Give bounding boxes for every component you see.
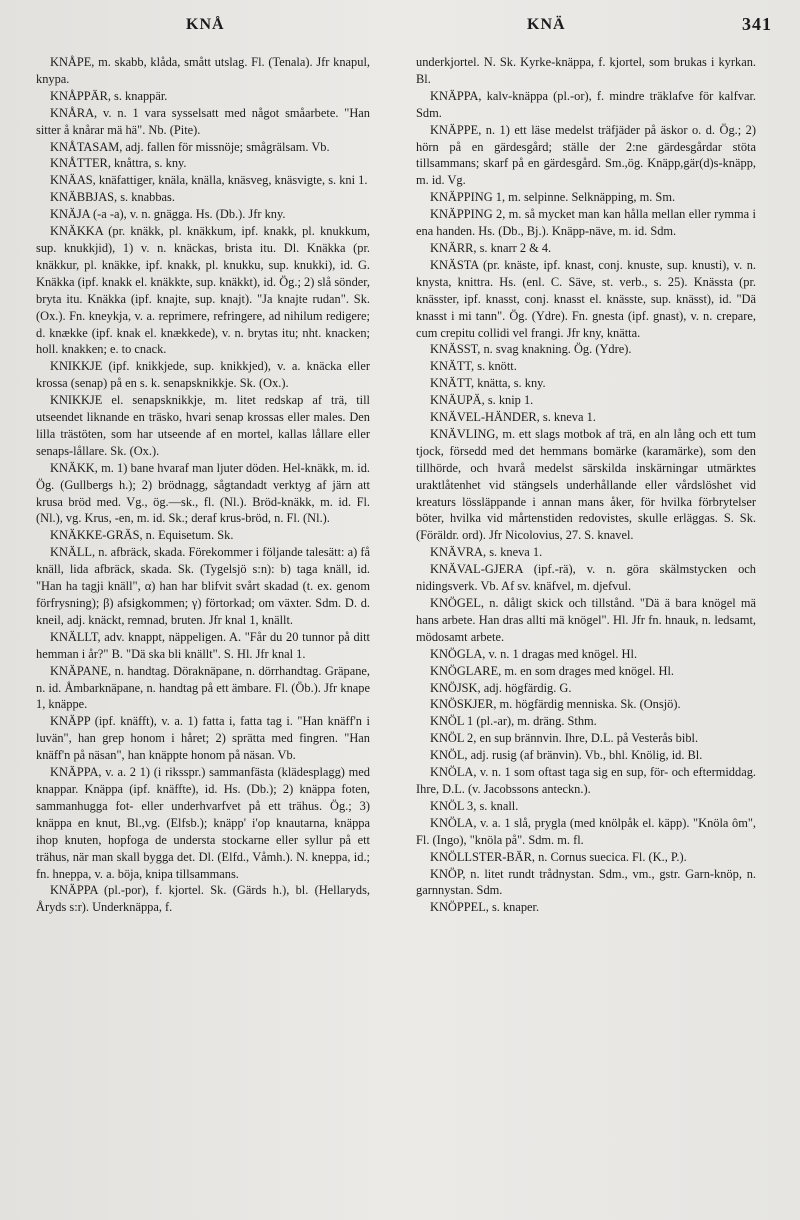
entry: KNÄLL, n. afbräck, skada. Förekommer i följande talesätt: a) få knäll, lida afbräck, skada. Sk. (Tygelsjö s:n): b) taga knäll, id. "Han ha tagji knäll", α) han har blifvit svårt skadad (t. ex. genom förfrysning); β) afsigkommen; γ) förtorkad; om växter. Sdm. D. d. kneil, adj. knäckt, remnad, bruten. Jfr knal 1, knällt. [36,545,370,627]
entry: KNÄPP (ipf. knäfft), v. a. 1) fatta i, fatta tag i. "Han knäff'n i luvän", han grep honom i håret; 2) sprätta med fingren. "Han knäff'n på näsan", han knäppte honom på näsan. Vb. [36,714,370,763]
entry: KNÖSKJER, m. högfärdig menniska. Sk. (Onsjö). [430,697,681,712]
entry: KNÄKK, m. 1) bane hvaraf man ljuter döden. Hel-knäkk, m. id. Ög. (Gullbergs h.); 2) brödnagg, sågtandadt verktyg af järn att krusa bröd med. Vg., ög.—sk., fl. (Nl.). Bröd-knäkk, m. id. Fl. (Nl.), vg. Krus, -en, m. id. Sk.; deraf krus-bröd, n. Fl. (Nl.). [36,460,370,526]
entry: KNÄVLING, m. ett slags motbok af trä, en aln lång och ett tum tjock, försedd med det hemmans bomärke (karamärke), som den tillhörde, och hvarå medelst särskilda inskärningar utmärktes uraktlåtenhet vid stängsels underhållande eller vårdslöshet vid kreaturs lössläppande i annan mans åker, för hvilka förbrytelser böter, hvilka vid mårtenstiden redovistes, skulle erläggas. S. Sk. (Föräldr. ord). Jfr Nicolovius, 27. S. knavel. [416,426,756,543]
entry: KNÄJA (-a -a), v. n. gnägga. Hs. (Db.). Jfr kny. [50,207,286,222]
entry: KNÖL, adj. rusig (af bränvin). Vb., bhl. Knölig, id. Bl. [430,748,703,763]
entry: KNÖPPEL, s. knaper. [430,900,540,915]
entry: KNÄPPING 2, m. så mycket man kan hålla mellan eller rymma i ena handen. Hs. (Db., Bj.). Knäpp-näve, m. id. Sdm. [416,207,756,239]
entry-continuation: underkjortel. N. Sk. Kyrke-knäppa, f. kjortel, som brukas i kyrkan. Bl. [416,55,756,86]
header-right-guideword: KNÄ [527,16,566,33]
entry: KNÄTT, knätta, s. kny. [430,376,546,391]
entry: KNÖL 3, s. knall. [430,798,519,813]
entry: KNÄPPE, n. 1) ett läse medelst träfjäder på äskor o. d. Ög.; 2) hörn på en gärdesgård; ställe der 2:ne gärdesgårdar stöta tillsammans; skarf på en gärdesgård. Sm.,ög. Knäpp,gär(d)s-knäpp, m. id. Vg. [416,122,756,188]
entry: KNÄSTA (pr. knäste, ipf. knast, conj. knuste, sup. knusti), v. n. knysta, knittra. Hs. (enl. C. Säve, st. verb., s. 25). Knässta (pr. knässter, ipf. knasst, conj. knasst el. knässte, sup. knässt), id. "Dä knasst i mi tann". Ög. (Ydre). Fn. gnesta (ipf. gnast), v. n. crepare, cum crepitu collidi vel frangi. Jfr kny, knätta. [416,257,756,340]
entry: KNÄPPA, v. a. 2 1) (i riksspr.) sammanfästa (klädesplagg) med knappar. Knäppa (ipf. knäffte), id. Hs. (Db.); 2) knäppa foten, sammanhugga fot- eller underhvarfvet på ett trähus. Ög.; 3) knäppa en knut, Bl.,vg. (Elfsb.); knäpp' i'op knautarna, knäppa ihop knuten, hopfoga de understa stockarne eller syllur på ett trähus, när man skall bygga det. Dl. (Elfd., Våmh.). N. kneppa, id.; fn. hneppa, v. a. böja, knipa tillsammans. [36,765,370,881]
entry: KNÄKKA (pr. knäkk, pl. knäkkum, ipf. knakk, pl. knukkum, sup. knukkjid), 1) v. n. knäckas, brista itu. Dl. Knäkka (pr. knäkkur, pl. knäkke, ipf. knakk, pl. knukku, sup. knukki), id. G. Knäkka (ipf. knakk el. knäkkte, sup. knäkkt), id. Ög.; 2) slå sönder, bryta itu. Knäkka (ipf. knajte, sup. knajt). "Ja knajte rudan". Sk. (Ox.). Fn. kneykja, v. a. reprimere, refringere, ad nihilum redigere; d. knække (ipf. knak el. knækkede), v. n. brytas itu; nht. knacken; holl. knakken; e. to cnack. [36,224,370,357]
entry: KNÅPPÄR, s. knappär. [50,88,168,103]
entry: KNÖP, n. litet rundt trådnystan. Sdm., vm., gstr. Garn-knöp, n. garnnystan. Sdm. [416,866,756,898]
entry: KNÅPE, m. skabb, klåda, smått utslag. Fl. (Tenala). Jfr knapul, knypa. [36,55,370,86]
running-header [0,8,800,34]
entry: KNÖLA, v. a. 1 slå, prygla (med knölpåk el. käpp). "Knöla ôm", Fl. (Ingo), "knöla på". Sdm. m. fl. [416,815,756,847]
entry: KNÄTT, s. knött. [430,359,517,374]
entry: KNÖL 2, en sup brännvin. Ihre, D.L. på Vesterås bibl. [430,731,699,746]
entry: KNÄKKE-GRÄS, n. Equisetum. Sk. [50,528,234,543]
entry: KNÖJSK, adj. högfärdig. G. [430,680,572,695]
entry: KNÄSST, n. svag knakning. Ög. (Ydre). [430,342,632,357]
entry: KNÖLLSTER-BÄR, n. Cornus suecica. Fl. (K., P.). [430,849,687,864]
entry: KNÅTASAM, adj. fallen för missnöje; smågrälsam. Vb. [50,139,330,154]
entry: KNÄVRA, s. kneva 1. [430,545,543,560]
entry: KNÄUPÄ, s. knip 1. [430,393,534,408]
entry: KNÖGLA, v. n. 1 dragas med knögel. Hl. [430,646,638,661]
entry: KNÄPPING 1, m. selpinne. Selknäpping, m. Sm. [430,190,676,205]
entry: KNÖGLARE, m. en som drages med knögel. Hl. [430,663,674,678]
header-left-guideword: KNÅ [186,16,225,33]
entry: KNÅTTER, knåttra, s. kny. [50,156,187,171]
entry: KNÖLA, v. n. 1 som oftast taga sig en sup, för- och eftermiddag. Ihre, D.L. (v. Jacobssons anteckn.). [416,765,756,796]
entry: KNÄLLT, adv. knappt, näppeligen. A. "Får du 20 tunnor på ditt hemman i år?" B. "Dä ska bli knällt". S. Hl. Jfr knal 1. [36,629,370,661]
entry: KNÄBBJAS, s. knabbas. [50,190,175,205]
entry: KNÄVAL-GJERA (ipf.-rä), v. n. göra skälmstycken och nidingsverk. Vb. Af sv. knäfvel, m. djefvul. [416,562,756,594]
entry: KNÄRR, s. knarr 2 & 4. [430,240,552,255]
left-column [36,54,370,916]
entry: KNÖL 1 (pl.-ar), m. dräng. Sthm. [430,714,597,729]
entry: KNIKKJE el. senapsknikkje, m. litet redskap af trä, till utseendet liknande en träsko, hvari senap krossas eller males. Den lilla trästöten, som har utseende af en mortel, kallas lållare eller senaps-lållare. Sk. (Ox.). [36,393,370,458]
entry: KNÄAS, knäfattiger, knäla, knälla, knäsveg, knäsvigte, s. kni 1. [50,173,368,188]
entry: KNÄVEL-HÄNDER, s. kneva 1. [430,410,596,425]
right-column [416,54,756,916]
entry: KNÄPPA, kalv-knäppa (pl.-or), f. mindre träklafve för kalfvar. Sdm. [416,88,756,120]
entry: KNIKKJE (ipf. knikkjede, sup. knikkjed), v. a. knäcka eller krossa (senap) på en s. k. senapsknikkje. Sk. (Ox.). [36,359,370,391]
entry: KNÅRA, v. n. 1 vara sysselsatt med något småarbete. "Han sitter å knårar mä hä". Nb. (Pite). [36,105,370,137]
entry: KNÖGEL, n. dåligt skick och tillstånd. "Dä ä bara knögel mä hans arbete. Han dras allti mä knögel". Hl. Jfr fn. hnauk, n. ledsamt, mödosamt arbete. [416,596,756,644]
entry: KNÄPANE, n. handtag. Döraknäpane, n. dörrhandtag. Gräpane, n. id. Åmbarknäpane, n. handtag på ett ämbare. Fl. (Öb.). Jfr knape 1, knäppe. [36,663,370,712]
page-number: 341 [742,14,772,34]
entry: KNÄPPA (pl.-por), f. kjortel. Sk. (Gärds h.), bl. (Hellaryds, Åryds s:r). Underknäppa, f. [36,883,370,915]
